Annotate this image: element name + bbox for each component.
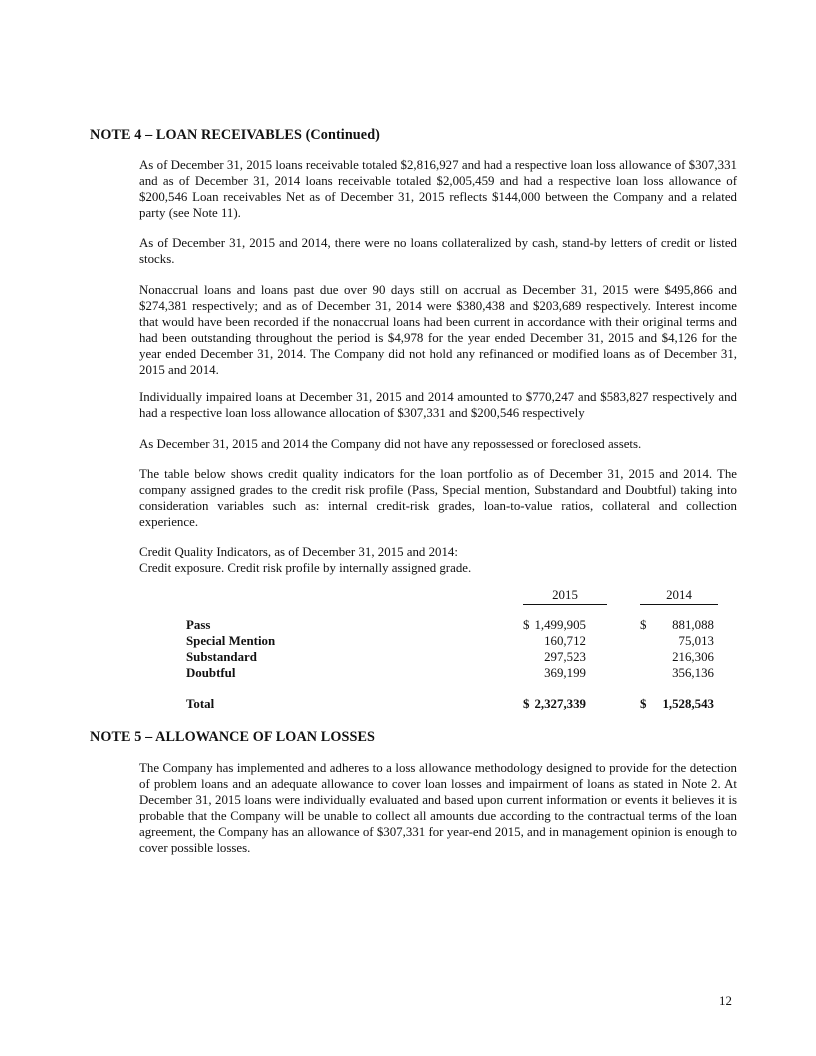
currency-symbol: $ <box>523 697 530 711</box>
row-label: Doubtful <box>186 666 236 680</box>
value-2014: 216,306 <box>672 650 714 664</box>
note-5-paragraph: The Company has implemented and adheres to a loss allowance methodology designed to provide for the detection of problem loans and an adequate allowance to cover loan losses and impairment of loans as stated in Note 2. At December 31, 2015 loans were individually evaluated and based upon current information or events it believes it is probable that the Company will be unable to collect all amounts due according to the contractual terms of the loan agreement, the Company has an allowance of $307,331 for year-end 2015, and in management opinion is enough to cover possible losses. <box>139 761 737 855</box>
column-header-2014: 2014 <box>640 588 718 605</box>
value-2015: 297,523 <box>544 650 586 664</box>
table-row-substandard <box>186 650 726 666</box>
note-4-paragraph-3: Nonaccrual loans and loans past due over 90 days still on accrual as December 31, 2015 were $495,866 and $274,381 respectively; and as of December 31, 2014 were $380,438 and $203,689 respectively. Interest income that would have been recorded if the nonaccrual loans had been current in accordance with their original terms and had been outstanding throughout the period is $4,978 for the year ended December 31, 2015 and $4,126 for the year ended December 31, 2014. The Company did not hold any refinanced or modified loans as of December 31, 2015 and 2014. <box>139 283 737 377</box>
note-4-paragraph-1: As of December 31, 2015 loans receivable totaled $2,816,927 and had a respective loan loss allowance of $307,331 and as of December 31, 2014 loans receivable totaled $2,005,459 and had a respective loan loss allowance of $200,546 Loan receivables Net as of December 31, 2015 reflects $144,000 between the Company and a related party (see Note 11). <box>139 158 737 220</box>
note-5-heading: NOTE 5 – ALLOWANCE OF LOAN LOSSES <box>90 729 376 745</box>
note-4-paragraph-4: Individually impaired loans at December 31, 2015 and 2014 amounted to $770,247 and $583,827 respectively and had a respective loan loss allowance allocation of $307,331 and $200,546 respectively <box>139 390 737 420</box>
note-4-paragraph-2: As of December 31, 2015 and 2014, there were no loans collateralized by cash, stand-by letters of credit or listed stocks. <box>139 236 737 266</box>
note-4-paragraph-5: As December 31, 2015 and 2014 the Company did not have any repossessed or foreclosed assets. <box>139 437 642 451</box>
table-caption-line-1: Credit Quality Indicators, as of December 31, 2015 and 2014: <box>139 545 458 559</box>
value-2015: 2,327,339 <box>534 697 586 711</box>
value-2014: 1,528,543 <box>662 697 714 711</box>
currency-symbol: $ <box>523 618 530 632</box>
row-label: Pass <box>186 618 211 632</box>
note-4-heading: NOTE 4 – LOAN RECEIVABLES (Continued) <box>90 127 381 143</box>
row-label: Substandard <box>186 650 257 664</box>
note-4-paragraph-6: The table below shows credit quality indicators for the loan portfolio as of December 31, 2015 and 2014. The company assigned grades to the credit risk profile (Pass, Special mention, Substandard and Doubtful) taking into consideration variables such as: internal credit-risk grades, loan-to-value ratios, collateral and collection experience. <box>139 467 737 529</box>
page-number: 12 <box>719 994 732 1008</box>
value-2014: 356,136 <box>672 666 714 680</box>
value-2014: 881,088 <box>672 618 714 632</box>
row-label: Special Mention <box>186 634 276 648</box>
table-row-pass <box>186 618 726 634</box>
column-header-2015: 2015 <box>523 588 607 605</box>
table-row-doubtful <box>186 666 726 682</box>
value-2015: 369,199 <box>544 666 586 680</box>
value-2014: 75,013 <box>678 634 714 648</box>
value-2015: 160,712 <box>544 634 586 648</box>
table-row-special-mention <box>186 634 726 650</box>
table-caption-line-2: Credit exposure. Credit risk profile by internally assigned grade. <box>139 561 472 575</box>
currency-symbol: $ <box>640 697 647 711</box>
table-row-total <box>186 697 726 713</box>
row-label: Total <box>186 697 215 711</box>
currency-symbol: $ <box>640 618 647 632</box>
value-2015: 1,499,905 <box>534 618 586 632</box>
